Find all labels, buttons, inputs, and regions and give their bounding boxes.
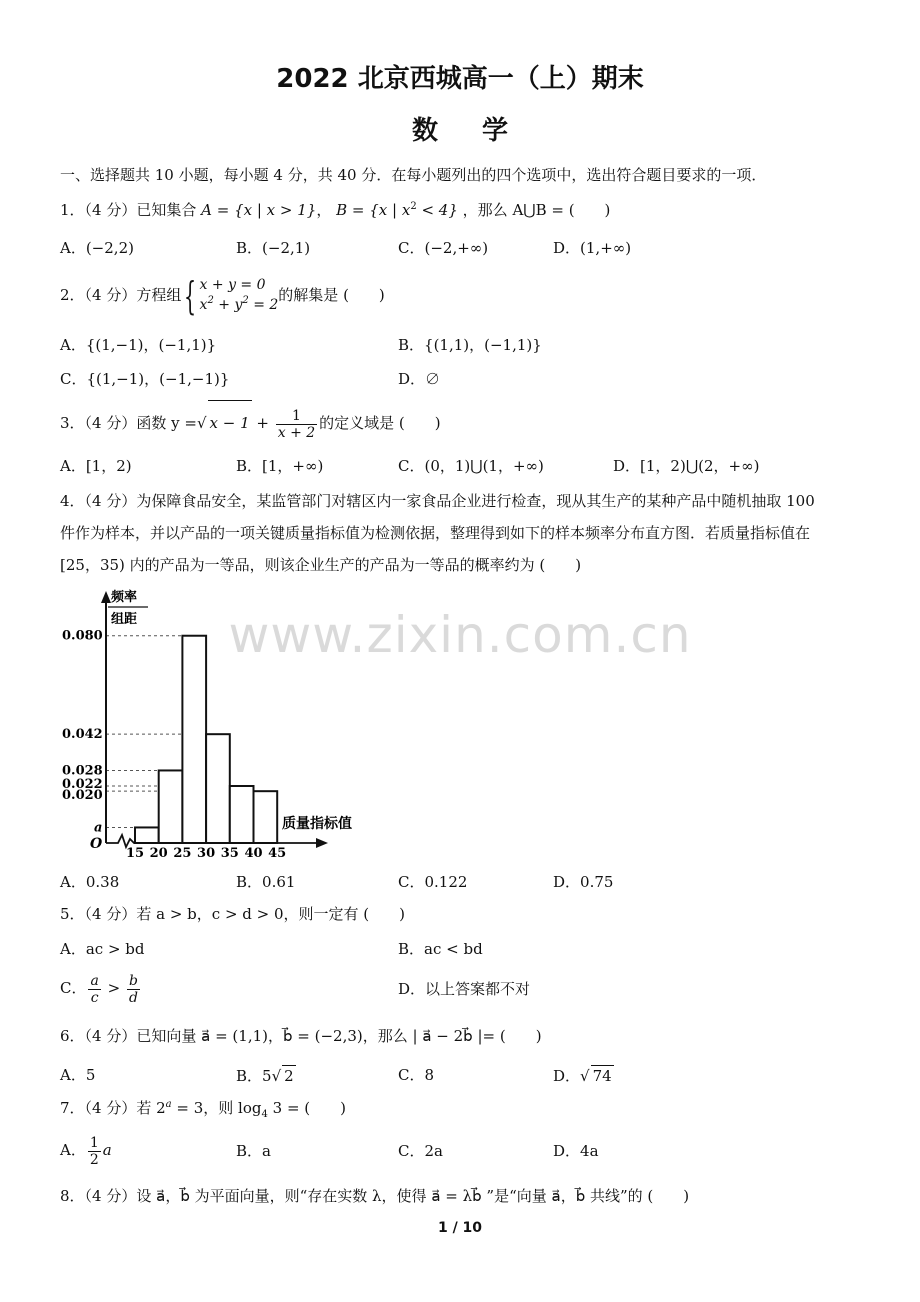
question-1 [60,200,610,223]
q2-option-b: B．{(1,1)，(−1,1)} [398,336,542,354]
question-8: 8．（4 分）设 a⃗，b⃗ 为平面向量，则“存在实数 λ，使得 a⃗ = λb⃗ ”是“向量 a⃗，b⃗ 共线”的 ( ) [60,1187,690,1205]
q5-frac-2-num: b [128,972,138,989]
y-label-top: 频率 [111,590,138,605]
y-tick-a: a [94,820,103,836]
q5-option-c-label: C． [60,979,87,997]
q2-option-a: A．{(1,−1)，(−1,1)} [60,336,217,354]
y-label-bottom: 组距 [111,612,138,627]
question-3 [60,400,441,445]
q3-plus: + [251,414,274,432]
q2-option-c: C．{(1,−1)，(−1,−1)} [60,370,230,388]
q7-option-a-label: A． [60,1141,86,1159]
q3-num: 1 [276,408,317,425]
q2-exp-1: 2 [207,295,214,306]
q2-eq2-x: x [199,297,208,313]
q3-den: x + 2 [277,424,316,441]
histogram-bar-30-35 [206,734,230,843]
question-7 [60,1098,346,1121]
origin-label: O [90,836,103,852]
y-axis-arrow [101,591,111,603]
q7-prefix: 7．（4 分）若 2 [60,1099,166,1117]
q7-option-a [60,1130,112,1170]
q2-eq1: x + y = 0 [199,277,266,293]
question-6: 6．（4 分）已知向量 a⃗ = (1,1)，b⃗ = (−2,3)，那么 | a⃗ − 2b⃗ |= ( ) [60,1027,542,1045]
q1-set-b-exp: 2 [410,201,417,212]
q2-prefix: 2．（4 分）方程组 [60,286,182,304]
x-tick-labels [126,846,286,860]
q2-eq2-rhs: = 2 [248,297,279,313]
x-tick-40: 40 [244,846,263,860]
q7-frac-den: 2 [89,1151,99,1168]
y-tick-0.020: 0.020 [62,788,103,804]
histogram-bar-25-30 [182,636,206,843]
question-5: 5．（4 分）若 a > b，c > d > 0，则一定有 ( ) [60,905,406,923]
q7-option-c: C．2a [398,1142,443,1160]
histogram-bar-15-20 [135,827,159,843]
q6-option-c: C．8 [398,1066,435,1084]
q6-option-d-pre: D． [553,1067,581,1085]
q5-frac-1-den: c [90,989,99,1006]
q5-gt: > [102,979,125,997]
q2-eq2-y: + y [213,297,243,313]
q7-base: 4 [261,1109,268,1120]
q5-option-d: D．以上答案都不对 [398,980,531,998]
section-instructions: 一、选择题共 10 小题，每小题 4 分，共 40 分．在每小题列出的四个选项中，选出符合题目要求的一项． [60,166,767,184]
sqrt-symbol: √ [580,1067,590,1085]
q5-frac-2-den: d [128,989,138,1006]
question-2 [60,272,385,318]
q3-option-b: B．[1，+∞) [236,457,324,475]
y-tick-0.022: 0.022 [62,777,103,792]
q7-option-d: D．4a [553,1142,599,1160]
q2-eq2 [200,295,279,317]
q6-option-a: A．5 [60,1066,96,1084]
q4-line-2: 件作为样本，并以产品的一项关键质量指标值为检测依据，整理得到如下的样本频率分布直方图．若质量指标值在 [60,524,811,542]
q1-option-d: D．(1,+∞) [553,239,632,257]
q1-prefix: 1．（4 分）已知集合 [60,201,197,219]
q2-system [200,275,279,317]
q6-option-d-rad: 74 [592,1067,612,1085]
q1-option-a: A．(−2,2) [60,239,134,257]
q4-line-1: 4．（4 分）为保障食品安全，某监管部门对辖区内一家食品企业进行检查，现从其生产的某种产品中随机抽取 100 [60,492,815,510]
x-tick-15: 15 [125,846,145,860]
y-tick-0.042: 0.042 [62,727,103,743]
y-tick-0.028: 0.028 [62,763,103,779]
q1-set-b-post: < 4} [416,201,458,219]
page-number: 1 / 10 [437,1220,483,1236]
q6-option-b [236,1065,296,1086]
histogram-bars [135,636,277,843]
q2-option-d: D．∅ [398,370,441,388]
brace-symbol: { [184,274,197,318]
q3-sqrt-body: x − 1 [208,400,252,445]
sqrt-symbol: √ [271,1067,282,1085]
watermark: www.zixin.com.cn [228,606,692,664]
q1-option-c: C．(−2,+∞) [398,239,489,257]
q5-frac-1 [88,973,100,1006]
q1-option-b: B．(−2,1) [236,239,311,257]
q7-frac-num: 1 [89,1134,99,1151]
q7-tail: 3 = ( ) [267,1099,346,1117]
q7-option-a-frac [88,1135,101,1168]
q5-frac-2 [127,973,140,1006]
q3-tail: 的定义域是 ( ) [319,414,441,432]
q1-sep: ， [316,201,332,219]
q5-option-c [60,968,142,1008]
subject-title: 数学 [411,116,552,146]
exam-title: 2022 北京西城高一（上）期末 [276,64,644,94]
q5-frac-1-num: a [90,972,99,989]
q1-tail: ，那么 A⋃B = ( ) [462,201,611,219]
x-tick-35: 35 [220,846,239,860]
q6-option-d [553,1065,614,1086]
x-axis-label: 质量指标值 [282,816,352,832]
histogram-bar-35-40 [230,786,254,843]
q3-option-a: A．[1，2) [60,457,132,475]
sqrt-symbol: √ [196,414,207,432]
q3-prefix: 3．（4 分）函数 y = [60,414,197,432]
q7-option-b: B．a [236,1142,271,1160]
q3-fraction [276,408,317,441]
histogram-bar-40-45 [254,791,278,843]
q3-option-c: C．(0，1)⋃(1，+∞) [398,457,544,475]
x-tick-25: 25 [173,846,192,860]
q2-tail: 的解集是 ( ) [278,286,385,304]
q7-exp: a [165,1099,172,1110]
q4-option-c: C．0.122 [398,873,468,891]
q5-option-b: B．ac < bd [398,940,483,958]
q1-set-b-pre: B = {x | x [336,201,411,219]
q2-exp-2: 2 [242,295,249,306]
q3-option-d: D．[1，2)⋃(2，+∞) [613,457,760,475]
q6-option-b-rad: 2 [284,1067,294,1085]
q4-option-b: B．0.61 [236,873,296,891]
q1-set-a: A = {x | x > 1} [201,201,317,219]
x-tick-30: 30 [197,846,216,860]
x-tick-45: 45 [268,846,287,860]
q4-option-a: A．0.38 [60,873,120,891]
histogram-bar-20-25 [159,770,183,843]
x-tick-20: 20 [149,846,168,860]
q7-mid: = 3，则 log [171,1099,262,1117]
q6-option-b-pre: B．5 [236,1067,272,1085]
x-axis-arrow [316,838,328,848]
y-tick-0.080: 0.080 [62,628,103,644]
q4-line-3: [25，35) 内的产品为一等品，则该企业生产的产品为一等品的概率约为 ( ) [60,556,582,574]
q4-option-d: D．0.75 [553,873,614,891]
q5-option-a: A．ac > bd [60,940,145,958]
q7-option-a-var: a [102,1141,112,1159]
